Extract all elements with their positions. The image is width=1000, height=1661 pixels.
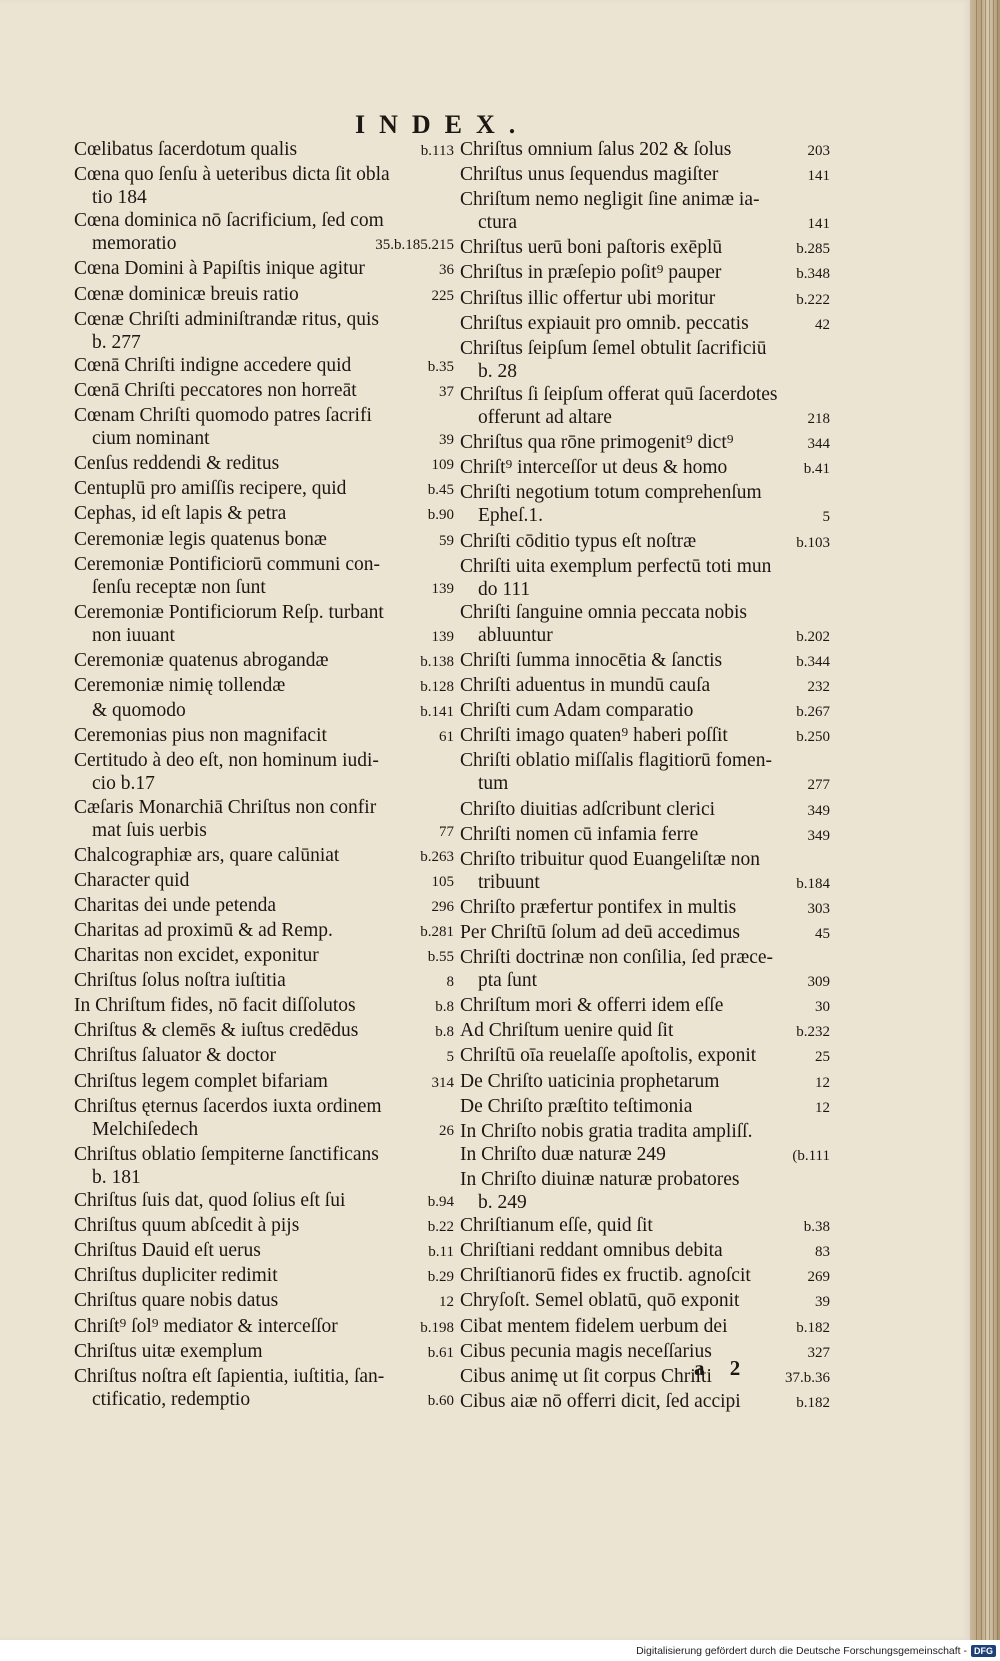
entry-text: Chriſtum mori & offerri idem eſſe [460,995,724,1017]
signature-mark: a 2 [694,1356,751,1380]
index-entry [460,211,830,236]
index-entry [74,844,454,869]
entry-text: Chriſti uita exemplum perfectū toti mun [460,555,772,577]
entry-text: Chriſti oblatio miſſalis flagitiorū fomen- [460,750,772,772]
entry-text: Chriſti negotium totum comprehenſum [460,482,762,504]
index-entry [460,1264,830,1289]
index-entry [74,283,454,308]
entry-reference: 303 [807,900,830,917]
entry-text: cium nominant [92,428,210,450]
index-entry [74,624,454,649]
index-entry [74,186,454,209]
entry-text: Chriſtus quare nobis datus [74,1290,279,1312]
entry-reference: 35.b.185.215 [375,237,454,254]
index-entry [460,624,830,649]
entry-text: Ceremonias pius non magnifacit [74,725,327,747]
entry-reference: 30 [815,999,830,1016]
entry-text: pta ſunt [478,970,538,992]
index-entry [460,530,830,555]
entry-text: Chriſtum nemo negligit ſine animæ ia- [460,189,760,211]
entry-text: Chriſti cum Adam comparatio [460,700,694,722]
entry-text: Centuplū pro amiſſis recipere, quid [74,478,347,500]
entry-reference: b.222 [796,291,830,308]
entry-text: non iuuant [92,624,175,646]
entry-text: Chriſtus noſtra eſt ſapientia, iuſtitia, ſan- [74,1365,385,1387]
entry-reference: 5 [822,509,830,526]
index-entry [460,848,830,871]
entry-text: mat ſuis uerbis [92,819,207,841]
entry-reference: 327 [807,1344,830,1361]
entry-reference: b.232 [796,1024,830,1041]
index-entry [74,1340,454,1365]
entry-reference: 12 [815,1099,830,1116]
entry-text: b. 277 [92,331,141,353]
entry-reference: 203 [807,143,830,159]
index-entry [74,1289,454,1314]
entry-reference: b.128 [420,679,454,696]
entry-text: Chriſto diuitias adſcribunt clerici [460,798,716,820]
entry-reference: b.94 [427,1194,454,1211]
entry-reference: 59 [439,532,454,549]
entry-reference: 12 [439,1294,454,1311]
entry-text: Chriſti imago quaten⁹ haberi poſſit [460,725,728,747]
entry-reference: b.344 [796,653,830,670]
index-entry [74,772,454,795]
footer-strip [0,1640,605,1661]
entry-text: Cibus pecunia magis neceſſarius [460,1340,712,1362]
entry-reference: 39 [439,432,454,449]
entry-text: b. 181 [92,1166,141,1188]
entry-text: cio b.17 [92,773,155,795]
entry-reference: 232 [807,679,830,696]
entry-text: Ceremoniæ legis quatenus bonæ [74,528,327,550]
index-entry [460,871,830,896]
entry-text: Chriſtus uerū boni paſtoris exēplū [460,237,723,259]
index-entry [74,379,454,404]
index-entry [74,674,454,699]
entry-text: Chriſtus unus ſequendus magiſter [460,164,719,186]
index-entry [74,994,454,1019]
entry-text: Per Chriſtū ſolum ad deū accedimus [460,922,740,943]
entry-text: Cibat mentem fidelem uerbum dei [460,1315,728,1337]
entry-reference: 42 [815,316,830,333]
entry-text: tio 184 [92,187,147,209]
entry-reference: 141 [807,216,830,233]
index-entry [460,406,830,431]
index-entry [74,308,454,331]
index-entry [460,1070,830,1095]
entry-text: Chriſtus legem complet bifariam [74,1070,328,1092]
index-entry [460,312,830,337]
index-entry [74,1070,454,1095]
index-entry [74,257,454,282]
entry-text: Chriſtus uitæ exemplum [74,1340,263,1362]
index-entry [460,969,830,994]
index-entry [74,452,454,477]
entry-text: Chriſtus Dauid eſt uerus [74,1240,261,1262]
entry-text: Cœna Domini à Papiſtis inique agitur [74,258,365,280]
index-entry [460,1168,830,1191]
entry-text: Cibus animę ut ſit corpus Chriſti [460,1365,712,1387]
entry-reference: 349 [807,802,830,819]
index-entry [74,354,454,379]
index-entry [460,946,830,969]
index-entry [460,163,830,188]
index-entry [74,724,454,749]
entry-reference: 109 [431,457,454,474]
index-entry [74,944,454,969]
entry-text: Chriſtus oblatio ſempiterne ſanctificans [74,1143,379,1165]
index-entry [460,994,830,1019]
index-entry [74,796,454,819]
index-entry [460,1095,830,1120]
entry-reference: 349 [807,827,830,844]
index-entry [74,649,454,674]
index-entry [74,1143,454,1166]
index-entry [74,138,454,163]
entry-text: tribuunt [478,871,540,893]
index-entry [74,232,454,257]
index-entry [460,1044,830,1069]
entry-reference: 269 [807,1269,830,1286]
index-entry [74,477,454,502]
entry-text: Chriſtianum eſſe, quid ſit [460,1215,653,1237]
entry-reference: b.22 [427,1219,454,1236]
entry-text: Chriſtianorū fides ex fructib. agnoſcit [460,1265,751,1287]
entry-reference: b.103 [796,534,830,551]
entry-text: ctura [478,212,517,234]
index-entry [74,819,454,844]
index-entry [460,337,830,360]
entry-text: In Chriſtum fides, nō facit diſſolutos [74,995,356,1017]
entry-text: Chryſoſt. Semel oblatū, quō exponit [460,1290,740,1312]
entry-text: Cephas, id eſt lapis & petra [74,503,287,525]
entry-reference: b.60 [427,1392,454,1409]
entry-text: Chriſti aduentus in mundū cauſa [460,675,711,697]
entry-reference: (b.111 [792,1147,830,1164]
index-entry [74,502,454,527]
entry-text: Chriſtus ſuis dat, quod ſolius eſt ſui [74,1190,346,1212]
entry-text: Chriſtus dupliciter redimit [74,1265,278,1287]
entry-text: memoratio [92,233,177,255]
entry-reference: b.263 [420,848,454,865]
index-entry [460,1340,830,1365]
index-entry [460,456,830,481]
digitization-footer [605,1640,1000,1661]
entry-text: b. 28 [478,360,517,382]
entry-reference: b.38 [803,1219,830,1236]
entry-reference: 77 [439,823,454,840]
entry-reference: b.250 [796,729,830,746]
entry-text: Chriſtus quum abſcedit à pijs [74,1215,300,1237]
entry-text: Ceremoniæ quatenus abrogandæ [74,649,329,671]
index-entry [460,1239,830,1264]
entry-reference: b.11 [428,1244,454,1261]
entry-text: Chriſtus in præſepio poſit⁹ pauper [460,262,722,284]
entry-reference: 139 [431,628,454,645]
entry-text: Chriſti doctrinæ non conſilia, ſed præce- [460,947,774,969]
index-entry [74,1019,454,1044]
entry-reference: b.45 [427,482,454,499]
index-entry [460,649,830,674]
entry-text: Cœnā Chriſti indigne accedere quid [74,354,352,376]
entry-text: Cœnæ dominicæ breuis ratio [74,283,299,305]
entry-text: Chriſto tribuitur quod Euangeliſtæ non [460,848,761,870]
index-entry [460,287,830,312]
entry-text: ctificatio, redemptio [92,1388,251,1410]
index-column-right [460,138,830,1415]
index-entry [460,896,830,921]
entry-text: Cœlibatus ſacerdotum qualis [74,139,298,160]
entry-text: In Chriſto duæ naturæ 249 [460,1143,666,1165]
index-entry [74,1044,454,1069]
entry-reference: b.184 [796,875,830,892]
entry-text: Certitudo à deo eſt, non hominum iudi- [74,750,379,772]
entry-reference: 5 [446,1049,454,1066]
entry-reference: b.113 [420,143,454,159]
entry-reference: b.267 [796,704,830,721]
entry-reference: 344 [807,436,830,453]
entry-reference: b.29 [427,1269,454,1286]
index-entry [460,724,830,749]
index-entry [460,1214,830,1239]
entry-text: Charitas dei unde petenda [74,894,276,916]
entry-text: Chriſtus illic offertur ubi moritur [460,287,716,309]
entry-text: Epheſ.1. [478,505,543,527]
index-entry [74,404,454,427]
entry-text: De Chriſto præſtito teſtimonia [460,1095,693,1117]
entry-reference: b.41 [803,461,830,478]
index-entry [74,969,454,994]
index-entry [460,383,830,406]
entry-reference: b.182 [796,1394,830,1411]
index-entry [74,1095,454,1118]
index-entry [460,236,830,261]
entry-text: Cœna quo ſenſu à ueteribus dicta ſit obla [74,164,390,186]
entry-text: Chriſtus ſolus noſtra iuſtitia [74,970,286,992]
entry-reference: 225 [431,287,454,304]
entry-reference: 141 [807,168,830,185]
entry-reference: b.55 [427,949,454,966]
index-entry [74,601,454,624]
entry-text: tum [478,773,509,795]
index-entry [460,1289,830,1314]
entry-text: Chriſtus ſeipſum ſemel obtulit ſacrificiū [460,337,767,359]
entry-reference: b.35 [427,358,454,375]
index-entry [460,823,830,848]
index-entry [460,1365,830,1390]
entry-text: Charitas ad proximū & ad Remp. [74,920,333,941]
index-entry [74,553,454,576]
index-entry [74,1264,454,1289]
entry-reference: 36 [439,262,454,279]
index-entry [74,209,454,232]
index-entry [460,749,830,772]
entry-text: b. 249 [478,1192,527,1214]
entry-text: Ceremoniæ Pontificiorum Reſp. turbant [74,601,384,623]
entry-text: Melchiſedech [92,1118,199,1140]
entry-text: Chriſt⁹ interceſſor ut deus & homo [460,457,728,479]
page-edge [970,0,1000,1640]
entry-text: Chriſt⁹ ſol⁹ mediator & interceſſor [74,1315,338,1337]
entry-text: Character quid [74,869,190,891]
entry-text: Chriſtus expiauit pro omnib. peccatis [460,312,749,334]
index-entry [460,431,830,456]
entry-text: Chriſti cōditio typus eſt noſtræ [460,530,697,552]
index-entry [74,1388,454,1413]
index-entry [74,1214,454,1239]
index-entry [74,1315,454,1340]
index-column-left [74,138,454,1413]
entry-reference: b.182 [796,1319,830,1336]
entry-text: Chriſtus ſaluator & doctor [74,1045,277,1067]
entry-text: Ceremoniæ Pontificiorū communi con- [74,553,380,575]
entry-text: Cæſaris Monarchiā Chriſtus non confir [74,796,377,818]
entry-reference: 309 [807,974,830,991]
entry-text: Chriſtū oīa reuelaſſe apoſtolis, exponit [460,1045,757,1067]
index-entry [460,578,830,601]
entry-reference: b.202 [796,628,830,645]
index-entry [74,919,454,944]
entry-text: Ceremoniæ nimię tollendæ [74,675,286,697]
entry-text: Ad Chriſtum uenire quid ſit [460,1020,674,1042]
entry-reference: b.285 [796,241,830,258]
entry-reference: b.141 [420,704,454,721]
entry-reference: b.61 [427,1344,454,1361]
entry-text: Cœna dominica nō ſacrificium, ſed com [74,210,384,232]
entry-text: De Chriſto uaticinia prophetarum [460,1070,720,1092]
entry-reference: 61 [439,729,454,746]
index-entry [460,555,830,578]
index-entry [74,894,454,919]
entry-text: Cenſus reddendi & reditus [74,453,280,475]
index-entry [460,1191,830,1214]
entry-reference: b.8 [435,999,454,1016]
entry-text: Chriſto præfertur pontifex in multis [460,896,737,918]
index-entry [74,1239,454,1264]
entry-reference: 296 [431,898,454,915]
entry-text: Cœnā Chriſti peccatores non horreāt [74,379,357,401]
index-entry [460,360,830,383]
index-entry [74,1365,454,1388]
index-entry [460,772,830,797]
footer-text: Digitalisierung gefördert durch die Deutsche Forschungsgemeinschaft - [636,1644,967,1657]
index-entry [460,601,830,624]
entry-text: Chriſtiani reddant omnibus debita [460,1240,723,1262]
index-entry [460,481,830,504]
entry-text: Chriſtus & clemēs & iuſtus credēdus [74,1020,359,1042]
entry-reference: b.348 [796,266,830,283]
index-entry [74,576,454,601]
entry-reference: 218 [807,411,830,428]
entry-text: Chriſti ſumma innocētia & ſanctis [460,649,723,671]
index-entry [74,1118,454,1143]
entry-reference: b.8 [435,1024,454,1041]
index-entry [460,674,830,699]
index-entry [460,699,830,724]
entry-reference: b.198 [420,1319,454,1336]
index-entry [460,138,830,163]
entry-text: & quomodo [92,700,186,722]
entry-reference: 8 [446,974,454,991]
entry-reference: 83 [815,1244,830,1261]
index-entry [460,188,830,211]
index-entry [74,1166,454,1189]
entry-reference: b.281 [420,924,454,940]
index-entry [460,1143,830,1168]
dfg-logo: DFG [971,1645,996,1657]
index-entry [460,1315,830,1340]
entry-reference: 37.b.36 [785,1369,830,1386]
index-entry [460,1390,830,1415]
entry-reference: 37 [439,383,454,400]
entry-text: Charitas non excidet, exponitur [74,945,319,967]
entry-text: abluuntur [478,624,553,646]
entry-reference: 12 [815,1074,830,1091]
index-entry [460,1120,830,1143]
running-head: INDEX. [355,110,530,139]
index-entry [74,163,454,186]
entry-text: Cœnam Chriſti quomodo patres ſacrifi [74,405,372,427]
entry-text: Chriſtus ęternus ſacerdos iuxta ordinem [74,1095,382,1117]
index-entry [74,427,454,452]
index-entry [74,869,454,894]
entry-reference: b.90 [427,507,454,524]
index-entry [74,528,454,553]
entry-reference: 314 [431,1074,454,1091]
entry-text: Chriſti ſanguine omnia peccata nobis [460,601,748,623]
entry-text: offerunt ad altare [478,407,612,429]
entry-text: ſenſu receptæ non ſunt [92,576,266,598]
entry-text: Chriſtus omnium ſalus 202 & ſolus [460,139,732,160]
entry-reference: 45 [815,926,830,942]
index-entry [460,504,830,529]
entry-text: do 111 [478,578,531,600]
entry-reference: 25 [815,1049,830,1066]
entry-text: In Chriſto nobis gratia tradita ampliſſ. [460,1120,753,1142]
entry-reference: 139 [431,580,454,597]
index-entry [460,921,830,946]
index-entry [74,1189,454,1214]
entry-reference: b.138 [420,653,454,670]
entry-text: Chriſtus qua rōne primogenit⁹ dict⁹ [460,432,734,454]
entry-reference: 39 [815,1294,830,1311]
index-entry [74,331,454,354]
index-entry [460,1019,830,1044]
entry-reference: 277 [807,777,830,794]
index-entry [74,699,454,724]
index-entry [74,749,454,772]
entry-text: Cœnæ Chriſti adminiſtrandæ ritus, quis [74,308,379,330]
entry-text: Chriſtus ſi ſeipſum offerat quū ſacerdotes [460,383,778,405]
entry-reference: 105 [431,873,454,890]
entry-text: Cibus aiæ nō offerri dicit, ſed accipi [460,1390,741,1412]
entry-text: In Chriſto diuinæ naturæ probatores [460,1168,740,1190]
entry-text: Chalcographiæ ars, quare calūniat [74,844,340,866]
entry-text: Chriſti nomen cū infamia ferre [460,823,699,845]
entry-reference: 26 [439,1122,454,1139]
index-entry [460,798,830,823]
index-entry [460,261,830,286]
